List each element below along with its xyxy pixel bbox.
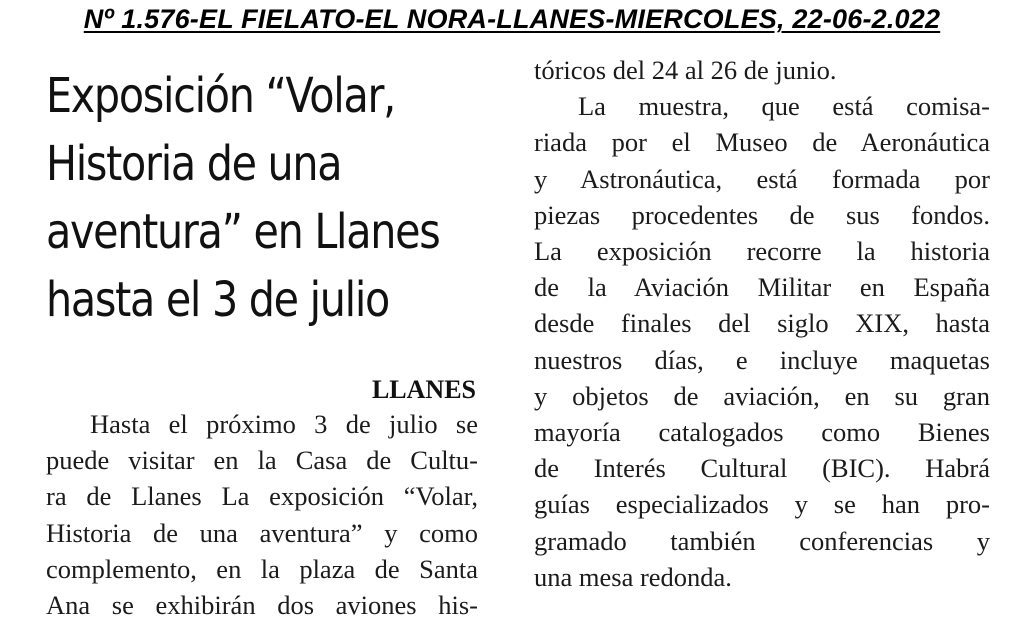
body-line: de Interés Cultural (BIC). Habrá — [534, 453, 990, 484]
body-line: y objetos de aviación, en su gran — [534, 380, 990, 411]
headline-line: Historia de una — [46, 136, 342, 192]
right-column — [534, 52, 990, 595]
body-line: Historia de una aventura” y como — [46, 517, 478, 548]
body-line: gramado también conferencias y — [534, 525, 990, 556]
headline-line: Exposición “Volar, — [46, 68, 395, 124]
article-body-left — [46, 406, 478, 623]
headline-line: aventura” en Llanes — [46, 204, 440, 260]
body-line: y Astronáutica, está formada por — [534, 163, 990, 194]
body-line: Ana se exhibirán dos aviones his- — [46, 590, 478, 621]
article-headline — [46, 62, 486, 334]
body-line: Hasta el próximo 3 de julio se — [90, 409, 478, 439]
left-column — [46, 62, 486, 623]
body-line: riada por el Museo de Aeronáutica — [534, 127, 990, 158]
issue-header: Nº 1.576-EL FIELATO-EL NORA-LLANES-MIERCOLES, 22-06-2.022 — [83, 4, 941, 34]
body-line: piezas procedentes de sus fondos. — [534, 199, 990, 230]
body-line: guías especializados y se han pro- — [534, 489, 990, 520]
body-line: nuestros días, e incluye maquetas — [534, 344, 990, 375]
body-line: La muestra, que está comisa- — [578, 91, 990, 122]
body-line: de la Aviación Militar en España — [534, 272, 990, 303]
article-body-right — [534, 52, 990, 595]
body-line: La exposición recorre la historia — [534, 236, 990, 267]
headline-line: hasta el 3 de julio — [46, 272, 389, 328]
body-line: mayoría catalogados como Bienes — [534, 417, 990, 448]
body-line: tóricos del 24 al 26 de junio. — [534, 55, 837, 85]
body-line: una mesa redonda. — [534, 561, 732, 592]
body-line: desde finales del siglo XIX, hasta — [534, 308, 990, 339]
body-line: ra de Llanes La exposición “Volar, — [46, 481, 478, 512]
body-line: complemento, en la plaza de Santa — [46, 553, 478, 584]
body-line: puede visitar en la Casa de Cultu- — [46, 445, 478, 476]
article-dateline: LLANES — [371, 375, 476, 404]
